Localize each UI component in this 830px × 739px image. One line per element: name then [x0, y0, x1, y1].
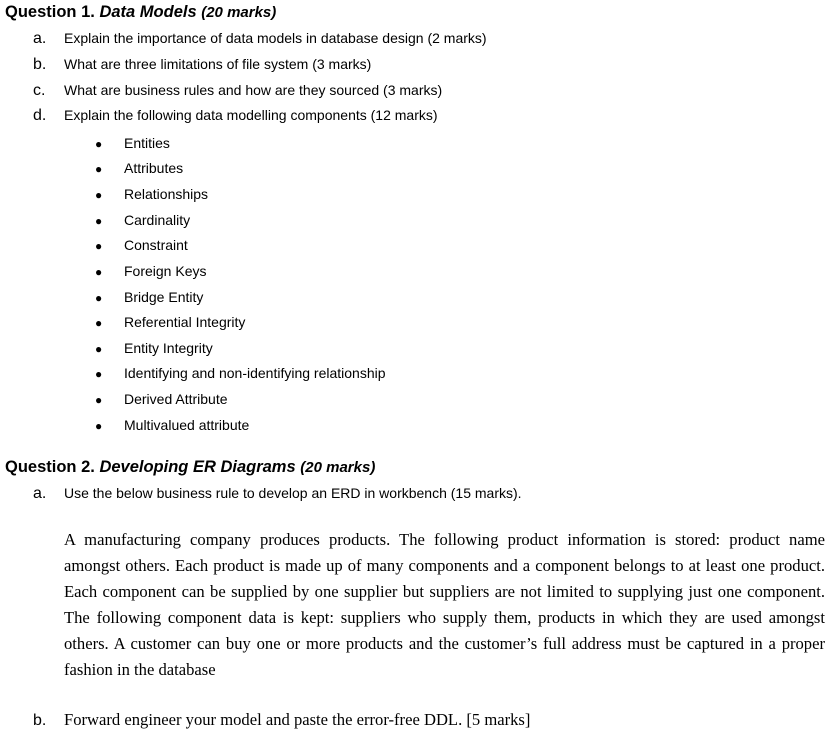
- question-2-heading: Question 2. Developing ER Diagrams (20 marks): [5, 458, 376, 476]
- q2-item-a: [33, 485, 522, 503]
- bullet-icon: ●: [95, 214, 103, 228]
- q2-item-a-text: Use the below business rule to develop an ERD in workbench (15 marks).: [64, 485, 522, 501]
- bullet-item-cardinality: [95, 212, 190, 228]
- bullet-item-label: Multivalued attribute: [124, 417, 250, 433]
- question-2-label: Question 2: [5, 458, 91, 476]
- bullet-item-foreign-keys: [95, 263, 206, 279]
- bullet-item-entity-integrity: [95, 340, 213, 356]
- bullet-item-multivalued-attribute: [95, 417, 249, 433]
- bullet-icon: ●: [95, 239, 103, 253]
- bullet-icon: ●: [95, 162, 103, 176]
- question-1-heading: Question 1. Data Models (20 marks): [5, 3, 277, 21]
- q1-item-a: [33, 30, 487, 48]
- q2-item-b-text: Forward engineer your model and paste the error-free DDL. [5 marks]: [64, 710, 531, 729]
- q2-item-b: [33, 710, 530, 730]
- bullet-item-label: Relationships: [124, 186, 209, 202]
- q1-item-a-letter: a.: [33, 30, 47, 47]
- bullet-item-label: Bridge Entity: [124, 289, 204, 305]
- q1-item-b-text: What are three limitations of file system (3 marks): [64, 56, 372, 72]
- bullet-item-label: Entities: [124, 135, 170, 151]
- bullet-item-label: Attributes: [124, 160, 184, 176]
- bullet-item-identifying-relationship: [95, 365, 386, 381]
- bullet-icon: ●: [95, 419, 103, 433]
- q1-item-b: [33, 56, 371, 74]
- bullet-item-bridge-entity: [95, 289, 203, 305]
- bullet-icon: ●: [95, 367, 103, 381]
- bullet-item-label: Entity Integrity: [124, 340, 213, 356]
- bullet-item-label: Constraint: [124, 237, 188, 253]
- question-2-marks: (20 marks): [300, 459, 376, 476]
- q1-item-d-letter: d.: [33, 107, 47, 124]
- bullet-icon: ●: [95, 393, 103, 407]
- q1-item-d: [33, 107, 438, 125]
- question-1-label: Question 1: [5, 3, 91, 21]
- bullet-icon: ●: [95, 188, 103, 202]
- question-1-title: Data Models: [99, 3, 197, 21]
- bullet-item-label: Cardinality: [124, 212, 191, 228]
- bullet-item-attributes: [95, 160, 183, 176]
- q2-item-b-letter: b.: [33, 712, 47, 729]
- q2-item-a-letter: a.: [33, 485, 47, 502]
- q1-item-a-text: Explain the importance of data models in database design (2 marks): [64, 30, 487, 46]
- bullet-item-label: Foreign Keys: [124, 263, 207, 279]
- q1-item-b-letter: b.: [33, 56, 47, 73]
- bullet-item-relationships: [95, 186, 208, 202]
- question-2-title: Developing ER Diagrams: [99, 458, 296, 476]
- bullet-item-referential-integrity: [95, 314, 245, 330]
- bullet-icon: ●: [95, 316, 103, 330]
- bullet-item-label: Referential Integrity: [124, 314, 246, 330]
- question-1-marks: (20 marks): [201, 4, 277, 21]
- bullet-item-constraint: [95, 237, 188, 253]
- bullet-item-label: Identifying and non-identifying relationship: [124, 365, 386, 381]
- q1-item-c: [33, 82, 442, 100]
- bullet-icon: ●: [95, 137, 103, 151]
- q1-item-c-text: What are business rules and how are they sourced (3 marks): [64, 82, 443, 98]
- q1-item-c-letter: c.: [33, 82, 46, 99]
- business-rule-paragraph: A manufacturing company produces products. The following product information is stored: product name amongst others. Each product is made up of many components and a component belongs to at least one product. Each component can be supplied by one supplier but suppliers are not limited to supplying just one component. The following component data is kept: suppliers who supply them, products in which they are used amongst others. A customer can buy one or more products and the customer’s full address must be captured in a proper fashion in the database: [64, 530, 825, 679]
- bullet-icon: ●: [95, 342, 103, 356]
- q1-item-d-text: Explain the following data modelling components (12 marks): [64, 107, 438, 123]
- bullet-icon: ●: [95, 291, 103, 305]
- bullet-item-derived-attribute: [95, 391, 228, 407]
- bullet-icon: ●: [95, 265, 103, 279]
- bullet-item-entities: [95, 135, 170, 151]
- bullet-item-label: Derived Attribute: [124, 391, 228, 407]
